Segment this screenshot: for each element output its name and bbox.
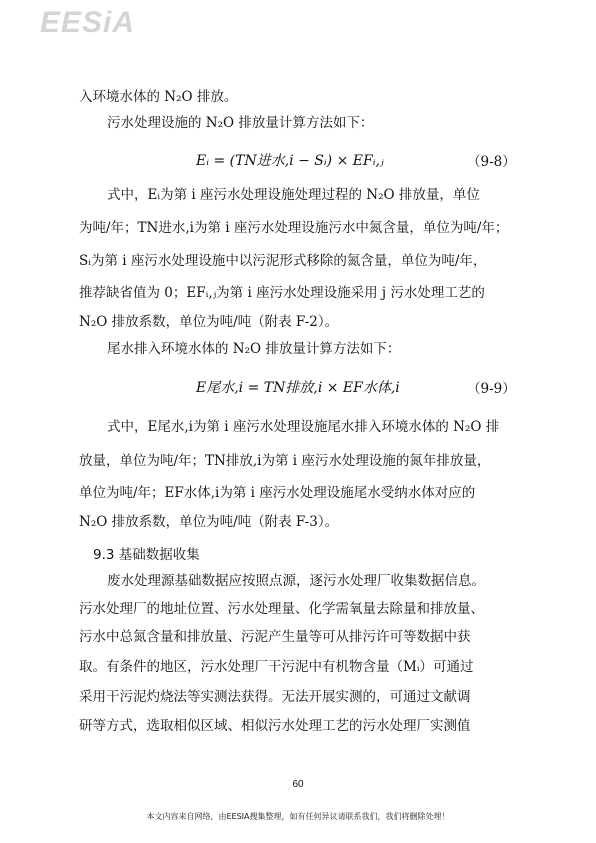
- eesia-logo: EESiA: [40, 6, 136, 39]
- text-line: 放量，单位为吨/年；TN排放,i为第 i 座污水处理设施的氮年排放量，: [79, 453, 491, 469]
- text-line: 污水处理设施的 N₂O 排放量计算方法如下：: [107, 115, 374, 131]
- text-line: 取。有条件的地区，污水处理厂干污泥中有机物含量（Mᵢ）可通过: [79, 659, 474, 675]
- page-number: 60: [292, 779, 304, 790]
- section-heading: 9.3 基础数据收集: [93, 547, 200, 563]
- text-line: 尾水排入环境水体的 N₂O 排放量计算方法如下：: [107, 341, 401, 357]
- equation-9-8: Eᵢ = (TN进水,i − Sᵢ) × EFᵢ,ⱼ: [196, 153, 384, 169]
- equation-number: （9-8）: [467, 154, 516, 170]
- text-line: N₂O 排放系数，单位为吨/吨（附表 F-3）。: [79, 514, 339, 530]
- text-line: 废水处理源基础数据应按照点源，逐污水处理厂收集数据信息。: [107, 573, 485, 589]
- text-line: 推荐缺省值为 0；EFᵢ,ⱼ为第 i 座污水处理设施采用 j 污水处理工艺的: [79, 285, 485, 301]
- text-line: N₂O 排放系数，单位为吨/吨（附表 F-2）。: [79, 314, 339, 330]
- equation-9-9: E尾水,i = TN排放,i × EF水体,i: [196, 380, 400, 396]
- text-line: 污水中总氮含量和排放量、污泥产生量等可从排污许可等数据中获: [79, 629, 471, 645]
- text-line: Sᵢ为第 i 座污水处理设施中以污泥形式移除的氮含量，单位为吨/年，: [79, 253, 487, 269]
- text-line: 采用干污泥灼烧法等实测法获得。无法开展实测的，可通过文献调: [79, 689, 471, 705]
- text-line: 入环境水体的 N₂O 排放。: [79, 89, 238, 105]
- text-line: 单位为吨/年；EF水体,i为第 i 座污水处理设施尾水受纳水体对应的: [79, 485, 476, 501]
- footer-disclaimer: 本文内容来自网络，由EESIA搜集整理，如有任何异议请联系我们，我们将删除处理！: [146, 812, 450, 821]
- equation-number: （9-9）: [467, 381, 516, 397]
- text-line: 研等方式，选取相似区域、相似污水处理工艺的污水处理厂实测值: [79, 718, 471, 734]
- text-line: 式中，Eᵢ为第 i 座污水处理设施处理过程的 N₂O 排放量，单位: [107, 187, 480, 203]
- text-line: 污水处理厂的地址位置、污水处理量、化学需氧量去除量和排放量、: [79, 601, 484, 617]
- text-line: 为吨/年；TN进水,i为第 i 座污水处理设施污水中氮含量，单位为吨/年；: [79, 220, 509, 236]
- text-line: 式中，E尾水,i为第 i 座污水处理设施尾水排入环境水体的 N₂O 排: [107, 419, 500, 435]
